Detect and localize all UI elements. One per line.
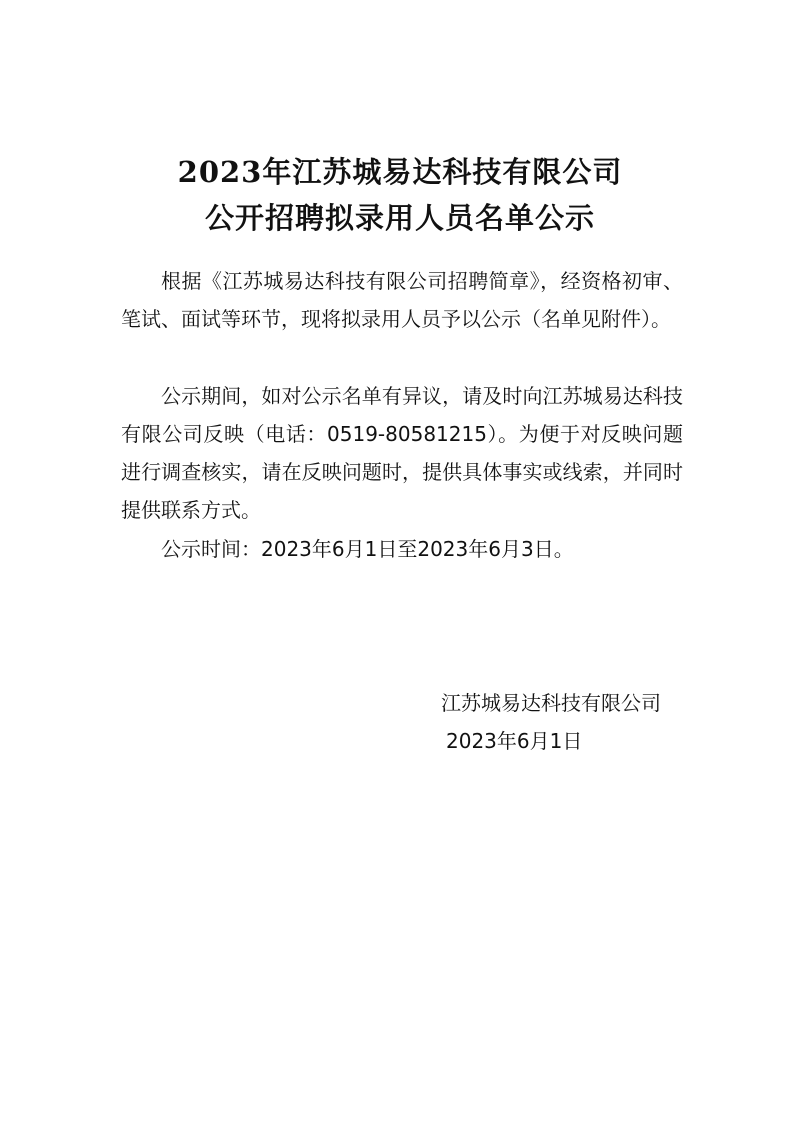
paragraph-intro: 根据《江苏城易达科技有限公司招聘简章》，经资格初审、笔试、面试等环节，现将拟录用人员予以公示（名单见附件）。 <box>121 269 683 331</box>
signature-organization: 江苏城易达科技有限公司 <box>441 691 661 715</box>
signature-date: 2023年6月1日 <box>446 729 583 753</box>
document-title-line-1: 2023年江苏城易达科技有限公司 <box>177 155 623 189</box>
paragraph-objection-contact: 公示期间，如对公示名单有异议，请及时向江苏城易达科技有限公司反映（电话：0519-80581215）。为便于对反映问题进行调查核实，请在反映问题时，提供具体事实或线索，并同时提供联系方式。 <box>121 384 683 522</box>
paragraph-publicity-period: 公示时间：2023年6月1日至2023年6月3日。 <box>161 537 574 561</box>
document-title-line-2: 公开招聘拟录用人员名单公示 <box>204 201 595 235</box>
